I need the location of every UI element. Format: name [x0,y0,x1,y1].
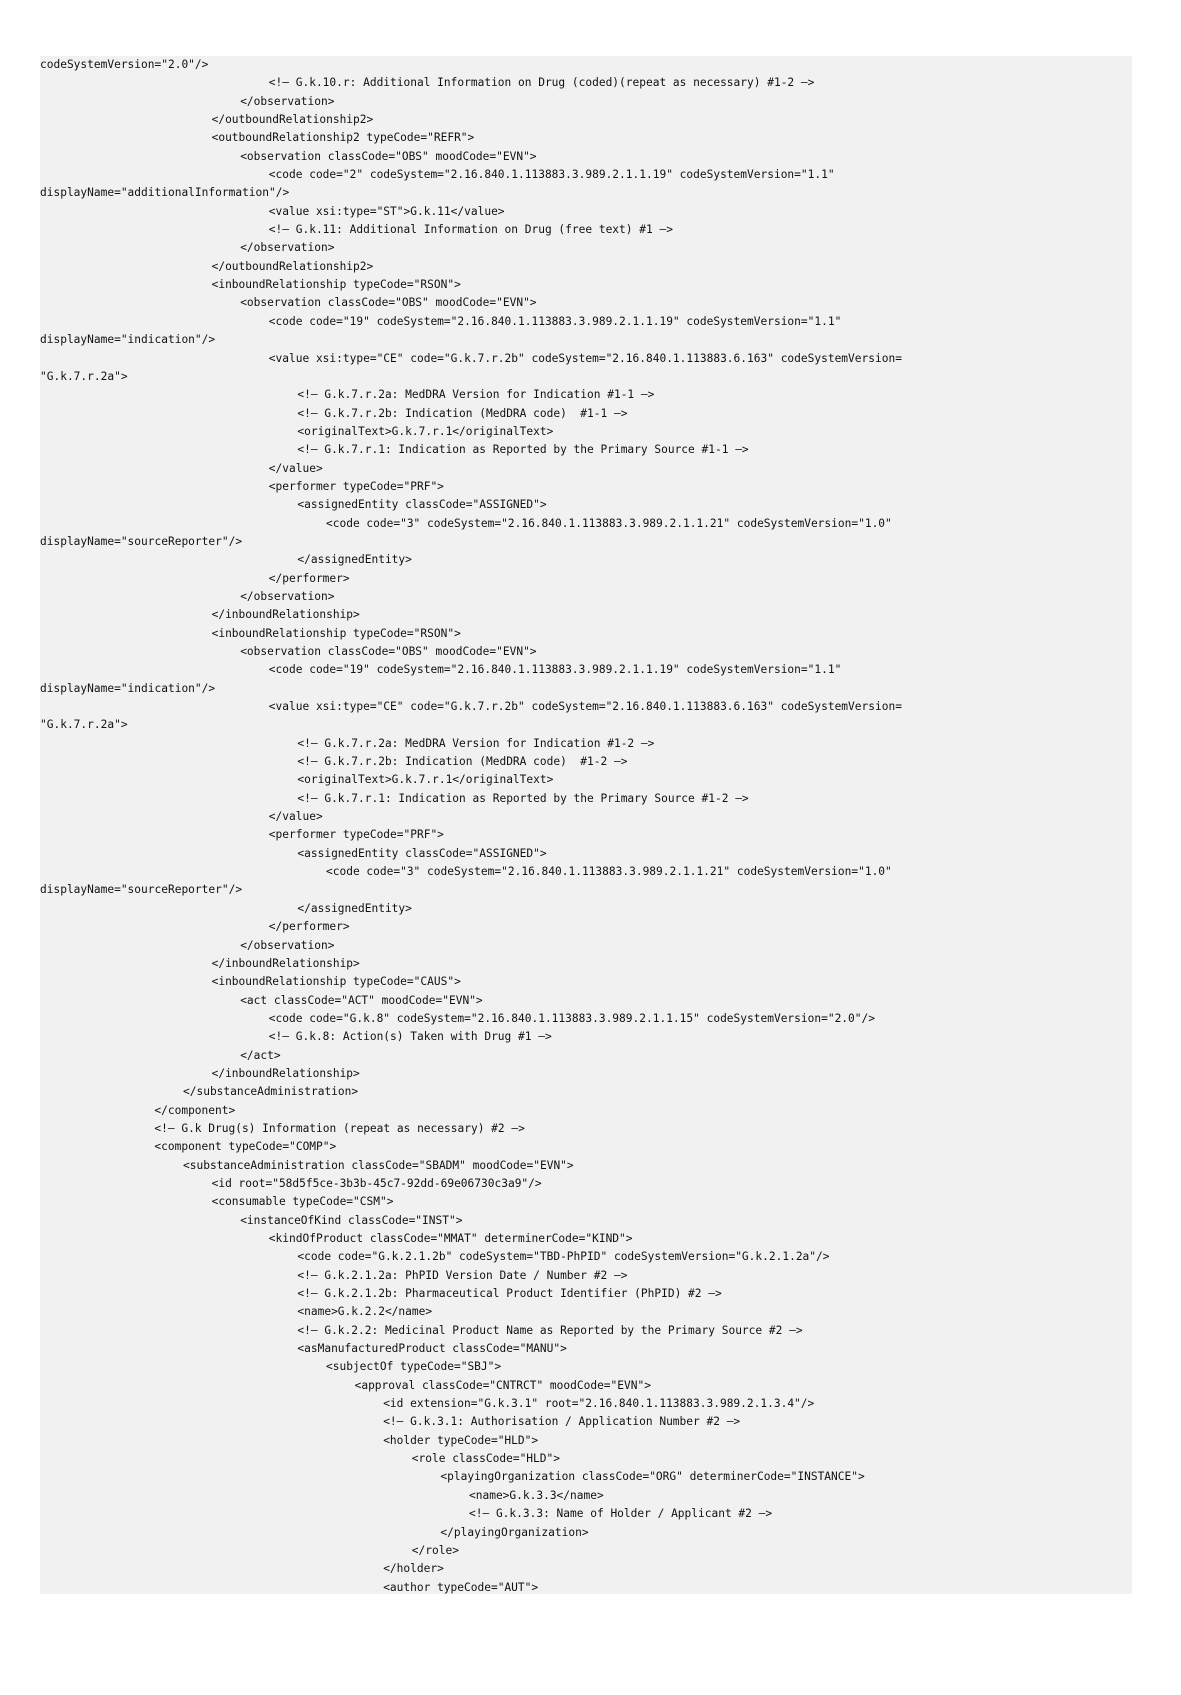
code-line: </outboundRelationship2> [211,113,374,127]
code-line: <outboundRelationship2 typeCode="REFR"> [211,131,475,145]
code-line: <!— G.k.7.r.1: Indication as Reported by the Primary Source #1-2 —> [297,791,749,805]
code-line: <code code="19" codeSystem="2.16.840.1.113883.3.989.2.1.1.19" codeSystemVersion="1.1" [268,314,842,328]
code-line: </value> [268,810,323,824]
code-line: <code code="3" codeSystem="2.16.840.1.113883.3.989.2.1.1.21" codeSystemVersion="1.0" [326,865,892,879]
code-line: </observation> [240,94,335,108]
code-line: </role> [411,1543,459,1557]
code-line: <instanceOfKind classCode="INST"> [240,1213,463,1227]
code-line: <!— G.k.7.r.2b: Indication (MedDRA code) #1-2 —> [297,755,628,769]
code-line: <!— G.k.11: Additional Information on Drug (free text) #1 —> [268,223,673,237]
code-line: <id extension="G.k.3.1" root="2.16.840.1.113883.3.989.2.1.3.4"/> [383,1397,815,1411]
code-line: <code code="2" codeSystem="2.16.840.1.113883.3.989.2.1.1.19" codeSystemVersion="1.1" [268,168,835,182]
code-line: <role classCode="HLD"> [411,1452,560,1466]
code-line: <name>G.k.2.2</name> [297,1305,433,1319]
code-line: <approval classCode="CNTRCT" moodCode="EVN"> [354,1378,651,1392]
code-line: <!— G.k.2.2: Medicinal Product Name as Reported by the Primary Source #2 —> [297,1323,803,1337]
code-line: displayName="indication"/> [40,681,216,695]
code-line: <value xsi:type="ST">G.k.11</value> [268,204,505,218]
code-line: <code code="19" codeSystem="2.16.840.1.113883.3.989.2.1.1.19" codeSystemVersion="1.1" [268,663,842,677]
code-line: <originalText>G.k.7.r.1</originalText> [297,424,554,438]
code-line: <assignedEntity classCode="ASSIGNED"> [297,846,547,860]
code-line: </inboundRelationship> [211,956,360,970]
code-line: <asManufacturedProduct classCode="MANU"> [297,1342,567,1356]
code-line: <!— G.k.2.1.2a: PhPID Version Date / Number #2 —> [297,1268,628,1282]
code-line: <consumable typeCode="CSM"> [211,1195,394,1209]
code-line: <!— G.k.8: Action(s) Taken with Drug #1 —> [268,1030,552,1044]
code-line: <kindOfProduct classCode="MMAT" determinerCode="KIND"> [268,1232,633,1245]
code-line: </observation> [240,938,335,952]
code-line: "G.k.7.r.2a"> [40,369,128,383]
code-line: <act classCode="ACT" moodCode="EVN"> [240,993,483,1007]
code-line: <observation classCode="OBS" moodCode="EVN"> [240,296,537,310]
code-line: <holder typeCode="HLD"> [383,1433,539,1447]
code-line: <code code="3" codeSystem="2.16.840.1.113883.3.989.2.1.1.21" codeSystemVersion="1.0" [326,516,892,530]
code-line: <inboundRelationship typeCode="CAUS"> [211,975,461,989]
code-line: <!— G.k.3.1: Authorisation / Application Number #2 —> [383,1415,741,1429]
code-line: <!— G.k.2.1.2b: Pharmaceutical Product Identifier (PhPID) #2 —> [297,1287,722,1301]
code-line: </value> [268,461,323,475]
code-line: </component> [154,1103,236,1117]
code-line: <subjectOf typeCode="SBJ"> [326,1360,502,1374]
code-line: <!— G.k.10.r: Additional Information on Drug (coded)(repeat as necessary) #1-2 —> [268,76,815,90]
code-line: </outboundRelationship2> [211,259,374,273]
code-line: <component typeCode="COMP"> [154,1140,337,1154]
code-line: </holder> [383,1562,444,1576]
code-line: <!— G.k.7.r.2a: MedDRA Version for Indication #1-1 —> [297,388,655,402]
code-line: <performer typeCode="PRF"> [268,828,444,842]
code-line: <inboundRelationship typeCode="RSON"> [211,278,461,292]
code-line: <inboundRelationship typeCode="RSON"> [211,626,461,640]
code-line: displayName="sourceReporter"/> [40,534,243,548]
code-line: <value xsi:type="CE" code="G.k.7.r.2b" codeSystem="2.16.840.1.113883.6.163" codeSystemVersion= [268,700,902,714]
code-line: <observation classCode="OBS" moodCode="EVN"> [240,645,537,658]
code-line: <!— G.k.7.r.2a: MedDRA Version for Indication #1-2 —> [297,736,655,750]
code-line: <id root="58d5f5ce-3b3b-45c7-92dd-69e06730c3a9"/> [211,1176,542,1190]
document-page [40,56,1132,1594]
code-line: displayName="indication"/> [40,333,216,347]
code-line: </act> [240,1048,281,1062]
code-line: <author typeCode="AUT"> [383,1580,539,1594]
code-line: <substanceAdministration classCode="SBADM" moodCode="EVN"> [183,1158,574,1172]
code-line: </performer> [268,920,350,934]
code-line: displayName="additionalInformation"/> [40,186,290,200]
code-line: </assignedEntity> [297,553,412,567]
code-line: <!— G.k Drug(s) Information (repeat as necessary) #2 —> [154,1121,525,1135]
code-line: <originalText>G.k.7.r.1</originalText> [297,773,554,787]
code-line: <name>G.k.3.3</name> [469,1488,604,1502]
code-line: <playingOrganization classCode="ORG" determinerCode="INSTANCE"> [440,1470,865,1484]
code-line: </observation> [240,589,335,603]
xml-code-listing [40,56,1132,1597]
code-line: </assignedEntity> [297,901,412,915]
code-line: <code code="G.k.2.1.2b" codeSystem="TBD-PhPID" codeSystemVersion="G.k.2.1.2a"/> [297,1250,830,1264]
code-line: </performer> [268,571,350,585]
code-line: </inboundRelationship> [211,1066,360,1080]
code-line: <code code="G.k.8" codeSystem="2.16.840.1.113883.3.989.2.1.1.15" codeSystemVersion="2.0"/> [268,1011,875,1025]
code-line: </inboundRelationship> [211,608,360,622]
code-line: <!— G.k.3.3: Name of Holder / Applicant #2 —> [469,1507,773,1521]
code-line: </substanceAdministration> [183,1085,359,1099]
code-line: <!— G.k.7.r.1: Indication as Reported by the Primary Source #1-1 —> [297,443,749,457]
code-line: </playingOrganization> [440,1525,589,1539]
code-line: <observation classCode="OBS" moodCode="EVN"> [240,149,537,163]
code-line: <!— G.k.7.r.2b: Indication (MedDRA code) #1-1 —> [297,406,628,420]
code-line: "G.k.7.r.2a"> [40,718,128,732]
code-line: displayName="sourceReporter"/> [40,883,243,897]
code-line: <assignedEntity classCode="ASSIGNED"> [297,498,547,512]
code-line: codeSystemVersion="2.0"/> [40,58,209,71]
code-line: <value xsi:type="CE" code="G.k.7.r.2b" codeSystem="2.16.840.1.113883.6.163" codeSystemVersion= [268,351,902,365]
code-line: <performer typeCode="PRF"> [268,479,444,493]
code-line: </observation> [240,241,335,255]
